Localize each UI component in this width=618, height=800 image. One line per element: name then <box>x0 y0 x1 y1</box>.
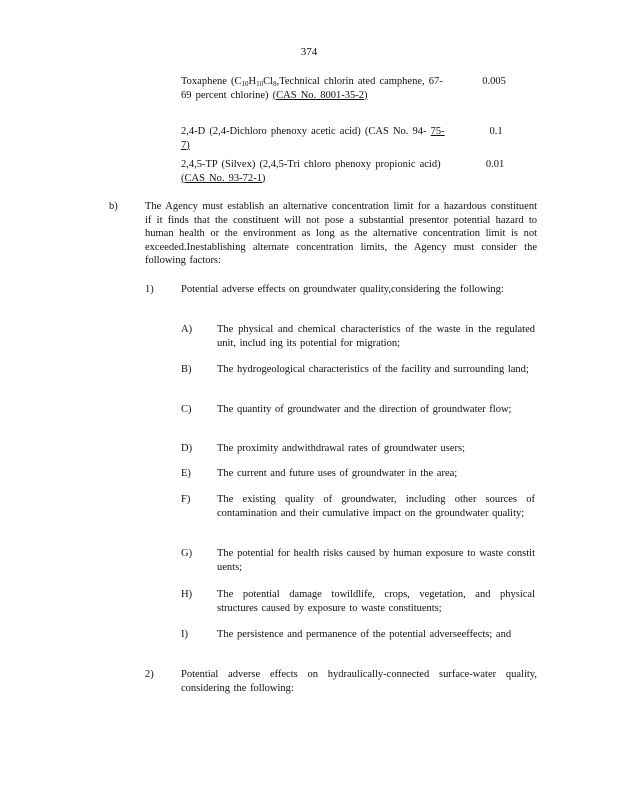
factor-i-text: The persistence and permanence of the potential adverseeffects; and <box>217 629 512 640</box>
factor-h-label: H) <box>181 589 193 600</box>
page-number: 374 <box>300 46 318 58</box>
factor-f-label: F) <box>181 494 191 505</box>
factor-d-text: The proximity andwithdrawal rates of groundwater users; <box>217 443 466 454</box>
constituent-toxaphene: Toxaphene ($C_{10}H_{10}Cl_8,Technical$ chlorin ated camphene, 67-69 percent chlorine) (CAS No. 8001-35-2) <box>181 76 443 101</box>
factor-b-label: B) <box>181 364 192 375</box>
constituent-silvex: 2,4,5-TP (Silvex) (2,4,5-Tri chloro phenoxy propionic acid) (CAS No. 93-72-1) <box>181 159 441 184</box>
factor-g-text: The potential for health risks caused by human exposure to waste constit uents; <box>217 548 535 573</box>
factor-c-label: C) <box>181 404 192 415</box>
factor-d-label: D) <box>181 443 193 454</box>
item-2-label: 2) <box>145 669 154 680</box>
cas-number: (CAS No. 93-72-1) <box>181 172 266 184</box>
item-2-text: Potential adverse effects on hydraulically-connected surface-water quality, considering the following: <box>181 669 537 694</box>
factor-a-label: A) <box>181 324 193 335</box>
item-1-label: 1) <box>145 284 154 295</box>
concentration-value: 0.01 <box>485 159 505 170</box>
factor-g-label: G) <box>181 548 193 559</box>
item-1-text: Potential adverse effects on groundwater quality,considering the following: <box>181 284 504 295</box>
factor-b-text: The hydrogeological characteristics of the facility and surrounding land; <box>217 364 529 375</box>
factor-a-text: The physical and chemical characteristics of the waste in the regulated unit, includ ing its potential for migration; <box>217 324 535 349</box>
constituent-2-4-d: 2,4-D (2,4-Dichloro phenoxy acetic acid) (CAS No. 94- 75-7) <box>181 126 445 151</box>
cas-number: (CAS No. 8001-35-2) <box>272 89 368 101</box>
factor-c-text: The quantity of groundwater and the direction of groundwater flow; <box>217 404 512 415</box>
factor-e-label: E) <box>181 468 191 479</box>
concentration-value: 0.005 <box>482 76 506 87</box>
factor-h-text: The potential damage towildlife, crops, vegetation, and physical structures caused by exposure to waste constituents; <box>217 589 535 614</box>
section-b-text: The Agency must establish an alternative concentration limit for a hazardous constituent if it finds that the constituent will not pose a substantial presentor potential hazard to human health or the environment as long as the alternative concentration limit is not exceeded.Inestablishing alternate concentration limits, the Agency must consider the following factors: <box>145 201 537 267</box>
factor-e-text: The current and future uses of groundwater in the area; <box>217 468 458 479</box>
section-b-label: b) <box>109 201 118 212</box>
cas-number: 75-7) <box>181 126 445 151</box>
concentration-value: 0.1 <box>489 126 503 137</box>
factor-f-text: The existing quality of groundwater, including other sources of contamination and their cumulative impact on the groundwater quality; <box>217 494 535 519</box>
factor-i-label: I) <box>181 629 188 640</box>
